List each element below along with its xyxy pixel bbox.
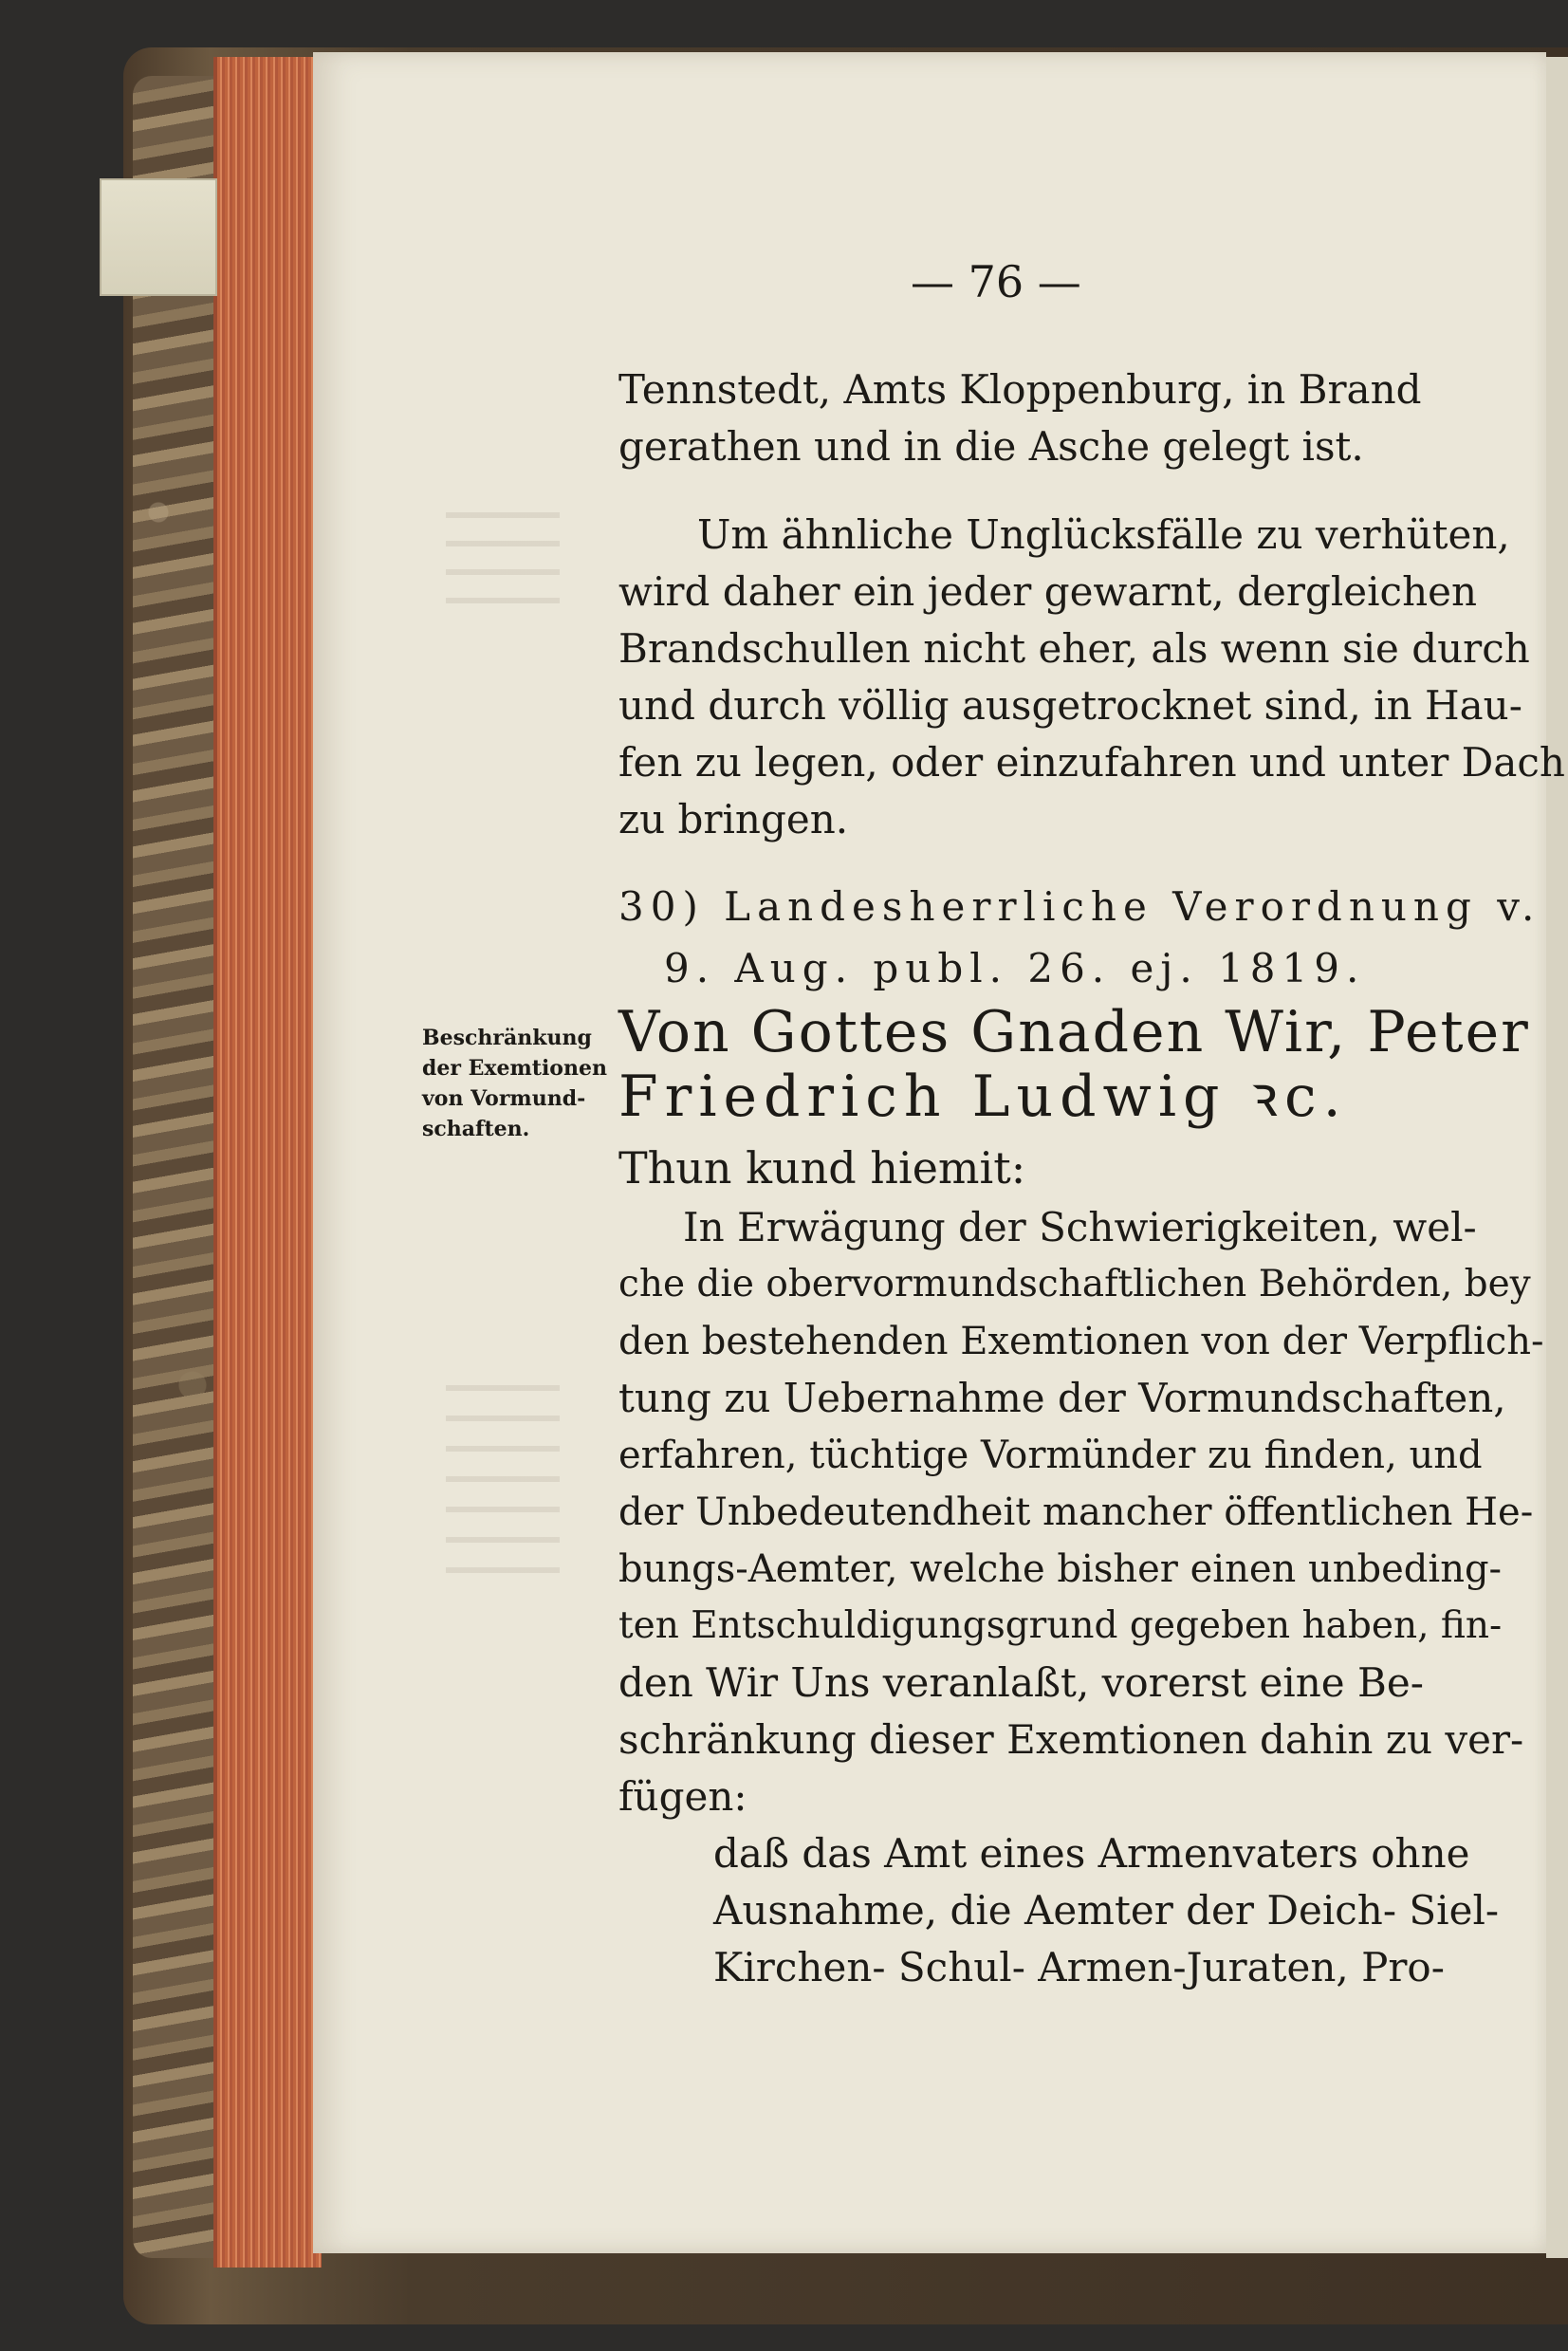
bleed-through [446, 512, 560, 626]
margin-note-line: von Vormund- [422, 1086, 586, 1111]
text-line: gerathen und in die Asche gelegt ist. [618, 423, 1364, 470]
bleed-through [446, 1385, 560, 1575]
text-line: In Erwägung der Schwierigkeiten, wel- [683, 1204, 1477, 1250]
text-line: den bestehenden Exemtionen von der Verpflich- [618, 1320, 1544, 1363]
text-line: bungs-Aemter, welche bisher einen unbeding- [618, 1547, 1503, 1591]
text-line: Kirchen- Schul- Armen-Juraten, Pro- [713, 1944, 1445, 1990]
page-number: — 76 — [911, 256, 1081, 307]
margin-note-line: schaften. [422, 1117, 530, 1141]
page-edges [213, 57, 322, 2268]
text-line: daß das Amt eines Armenvaters ohne [713, 1830, 1470, 1877]
text-line: wird daher ein jeder gewarnt, dergleichen [618, 568, 1478, 615]
text-line: den Wir Uns veranlaßt, vorerst eine Be- [618, 1659, 1424, 1706]
text-line: tung zu Uebernahme der Vormundschaften, [618, 1375, 1506, 1421]
text-line: Ausnahme, die Aemter der Deich- Siel- [713, 1887, 1500, 1934]
text-line: Brandschullen nicht eher, als wenn sie durch [618, 625, 1530, 672]
text-line: che die obervormundschaftlichen Behörden, bey [618, 1263, 1531, 1305]
margin-note-line: der Exemtionen [422, 1056, 607, 1081]
ordinance-heading: 30) Landesherrliche Verordnung v. [618, 883, 1541, 930]
margin-note-line: Beschränkung [422, 1026, 592, 1050]
text-line: der Unbedeutendheit mancher öffentlichen He- [618, 1490, 1534, 1534]
text-line: erfahren, tüchtige Vormünder zu finden, und [618, 1434, 1483, 1477]
text-line: fügen: [618, 1773, 747, 1820]
marbled-spine [133, 76, 218, 2258]
ordinance-preamble: Friedrich Ludwig ꝛc. [618, 1064, 1348, 1130]
text-line: zu bringen. [618, 796, 849, 842]
text-line: ten Entschuldigungsgrund gegeben haben, fin- [618, 1604, 1503, 1647]
text-line: schränkung dieser Exemtionen dahin zu ver- [618, 1716, 1524, 1763]
text-line: und durch völlig ausgetrocknet sind, in Hau- [618, 682, 1522, 729]
text-line: fen zu legen, oder einzufahren und unter Dach [618, 739, 1565, 786]
ordinance-date: 9. Aug. publ. 26. ej. 1819. [664, 945, 1366, 991]
text-line: Um ähnliche Unglücksfälle zu verhüten, [697, 511, 1510, 558]
text-line: Thun kund hiemit: [618, 1142, 1026, 1194]
text-line: Tennstedt, Amts Kloppenburg, in Brand [618, 366, 1422, 413]
next-page-edge [1546, 57, 1568, 2258]
margin-note [422, 1023, 612, 1144]
bookmark-tab [100, 178, 217, 296]
ordinance-preamble: Von Gottes Gnaden Wir, Peter [618, 999, 1530, 1065]
